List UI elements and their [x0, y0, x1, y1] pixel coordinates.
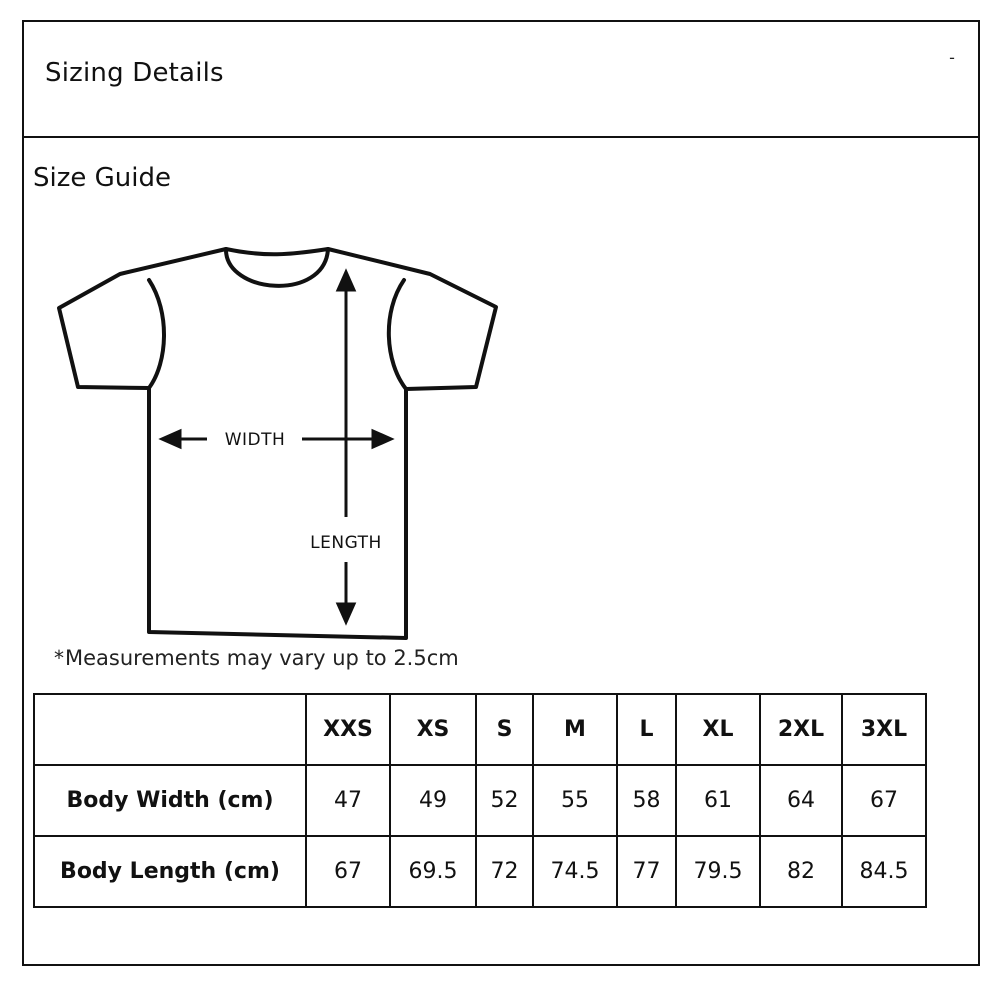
accordion-header[interactable]	[24, 22, 978, 138]
tshirt-diagram	[30, 222, 500, 642]
length-arrow-top-head	[338, 272, 354, 290]
table-cell: 84.5	[842, 836, 926, 907]
size-header-2xl: 2XL	[760, 694, 842, 765]
left-sleeve-seam	[149, 280, 164, 388]
width-arrow-right-head	[373, 431, 391, 447]
length-label: LENGTH	[310, 533, 382, 553]
size-table	[33, 693, 927, 908]
length-arrow-bottom-head	[338, 604, 354, 622]
collapse-icon[interactable]: -	[949, 48, 955, 67]
row-label-body-length: Body Length (cm)	[34, 836, 306, 907]
table-cell: 79.5	[676, 836, 760, 907]
size-header-xs: XS	[390, 694, 476, 765]
row-label-body-width: Body Width (cm)	[34, 765, 306, 836]
size-header-xxs: XXS	[306, 694, 390, 765]
table-cell: 52	[476, 765, 533, 836]
size-header-xl: XL	[676, 694, 760, 765]
tshirt-neckline	[226, 249, 328, 286]
size-header-l: L	[617, 694, 676, 765]
width-arrow-left-head	[162, 431, 180, 447]
note-text: Measurements may vary up to 2.5cm	[65, 646, 459, 670]
note-asterisk: *	[54, 646, 64, 670]
table-cell: 77	[617, 836, 676, 907]
table-cell: 74.5	[533, 836, 617, 907]
size-header-s: S	[476, 694, 533, 765]
table-cell: 55	[533, 765, 617, 836]
table-cell: 49	[390, 765, 476, 836]
table-header-row	[34, 694, 926, 765]
table-cell: 82	[760, 836, 842, 907]
table-cell: 67	[842, 765, 926, 836]
table-cell: 61	[676, 765, 760, 836]
width-label: WIDTH	[224, 430, 286, 450]
size-header-m: M	[533, 694, 617, 765]
size-guide-title: Size Guide	[33, 163, 171, 193]
table-cell: 47	[306, 765, 390, 836]
table-cell: 72	[476, 836, 533, 907]
table-cell: 64	[760, 765, 842, 836]
table-corner-cell	[34, 694, 306, 765]
measurement-note	[54, 646, 459, 670]
tshirt-illustration	[30, 222, 500, 642]
table-cell: 67	[306, 836, 390, 907]
table-cell: 69.5	[390, 836, 476, 907]
table-row	[34, 765, 926, 836]
table-row	[34, 836, 926, 907]
right-sleeve-seam	[389, 280, 406, 389]
table-cell: 58	[617, 765, 676, 836]
panel-title: Sizing Details	[45, 58, 224, 88]
size-header-3xl: 3XL	[842, 694, 926, 765]
